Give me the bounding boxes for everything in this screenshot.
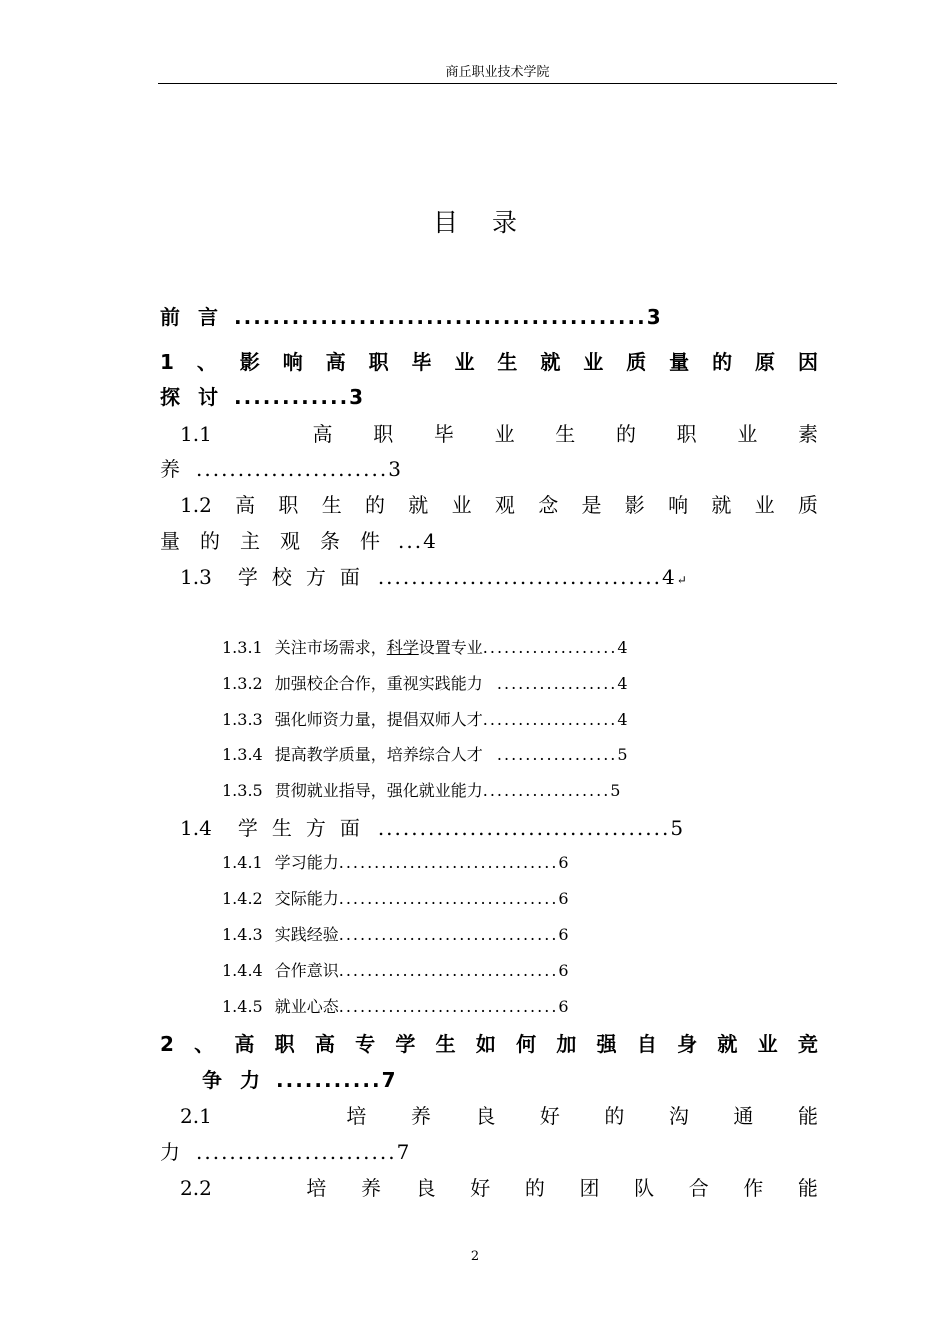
toc-dots: ..................5 — [482, 781, 623, 800]
toc-entry-1-4-2[interactable]: 1.4.2 交际能力...............................6 — [222, 889, 571, 908]
toc-entry-2-1[interactable]: 2.1 培 养 良 好 的 沟 通 能 — [180, 1104, 818, 1128]
toc-entry-1-3-3[interactable]: 1.3.3 强化师资力量，提倡双师人才...................4 — [222, 710, 630, 729]
toc-entry-1-3-5[interactable]: 1.3.5 贯彻就业指导，强化就业能力..................5 — [222, 781, 623, 800]
toc-entry-section-1-cont[interactable]: 探 讨 ............3 — [160, 385, 366, 409]
toc-dots: .......................3 — [196, 457, 403, 481]
link-kexue[interactable]: 科学 — [386, 638, 419, 657]
toc-entry-2-1-cont[interactable]: 力 ........................7 — [160, 1140, 412, 1164]
toc-dots: ...............................6 — [338, 961, 571, 980]
toc-dots: ...................4 — [482, 710, 630, 729]
toc-dots: ...............................6 — [338, 889, 571, 908]
toc-entry-1-1[interactable]: 1.1 高 职 毕 业 生 的 职 业 素 — [180, 422, 818, 446]
toc-entry-1-4-4[interactable]: 1.4.4 合作意识...............................6 — [222, 961, 571, 980]
toc-entry-1-1-cont[interactable]: 养 .......................3 — [160, 457, 403, 481]
toc-dots: ...4 — [398, 529, 438, 553]
toc-entry-1-2[interactable]: 1.2 高 职 生 的 就 业 观 念 是 影 响 就 业 质 — [180, 493, 818, 517]
toc-entry-1-4-3[interactable]: 1.4.3 实践经验...............................6 — [222, 925, 571, 944]
toc-dots: ...................4 — [482, 638, 630, 657]
toc-dots: ...............................6 — [338, 925, 571, 944]
toc-entry-2-2[interactable]: 2.2 培 养 良 好 的 团 队 合 作 能 — [180, 1176, 818, 1200]
toc-entry-1-3[interactable]: 1.3 学 校 方 面 ..................................4↵ — [180, 565, 687, 589]
toc-title: 目 录 — [432, 208, 518, 237]
toc-entry-section-2[interactable]: 2 、 高 职 高 专 学 生 如 何 加 强 自 身 就 业 竞 — [160, 1032, 818, 1056]
toc-entry-1-3-4[interactable]: 1.3.4 提高教学质量，培养综合人才 .................5 — [222, 745, 630, 764]
toc-entry-1-3-1[interactable]: 1.3.1 关注市场需求，科学设置专业...................4 — [222, 638, 630, 657]
toc-entry-section-1[interactable]: 1 、 影 响 高 职 毕 业 生 就 业 质 量 的 原 因 — [160, 350, 818, 374]
toc-entry-1-4-1[interactable]: 1.4.1 学习能力...............................6 — [222, 853, 571, 872]
paragraph-mark-icon: ↵ — [676, 573, 687, 587]
toc-dots: ...............................6 — [338, 997, 571, 1016]
toc-dots: ............3 — [234, 385, 366, 409]
toc-dots: ...................................5 — [377, 816, 686, 840]
toc-entry-1-2-cont[interactable]: 量 的 主 观 条 件 ...4 — [160, 529, 438, 553]
toc-entry-preface[interactable]: 前 言 ...........................................3 — [160, 305, 663, 329]
toc-entry-section-2-cont[interactable]: 争 力 ...........7 — [202, 1068, 398, 1092]
page-number: 2 — [470, 1249, 480, 1264]
toc-dots: ........................7 — [196, 1140, 412, 1164]
toc-dots: ...........................................3 — [234, 305, 663, 329]
toc-dots: ...............................6 — [338, 853, 571, 872]
page-header: 商丘职业技术学院 — [445, 65, 550, 80]
toc-dots: .................4 — [482, 674, 630, 693]
toc-entry-1-4[interactable]: 1.4 学 生 方 面 ...................................5 — [180, 816, 686, 840]
header-rule — [158, 83, 837, 84]
toc-dots: ...........7 — [276, 1068, 398, 1092]
toc-entry-1-3-2[interactable]: 1.3.2 加强校企合作，重视实践能力 .................4 — [222, 674, 630, 693]
toc-dots: .................5 — [482, 745, 630, 764]
toc-dots: ..................................4 — [377, 565, 677, 589]
toc-entry-1-4-5[interactable]: 1.4.5 就业心态...............................6 — [222, 997, 571, 1016]
